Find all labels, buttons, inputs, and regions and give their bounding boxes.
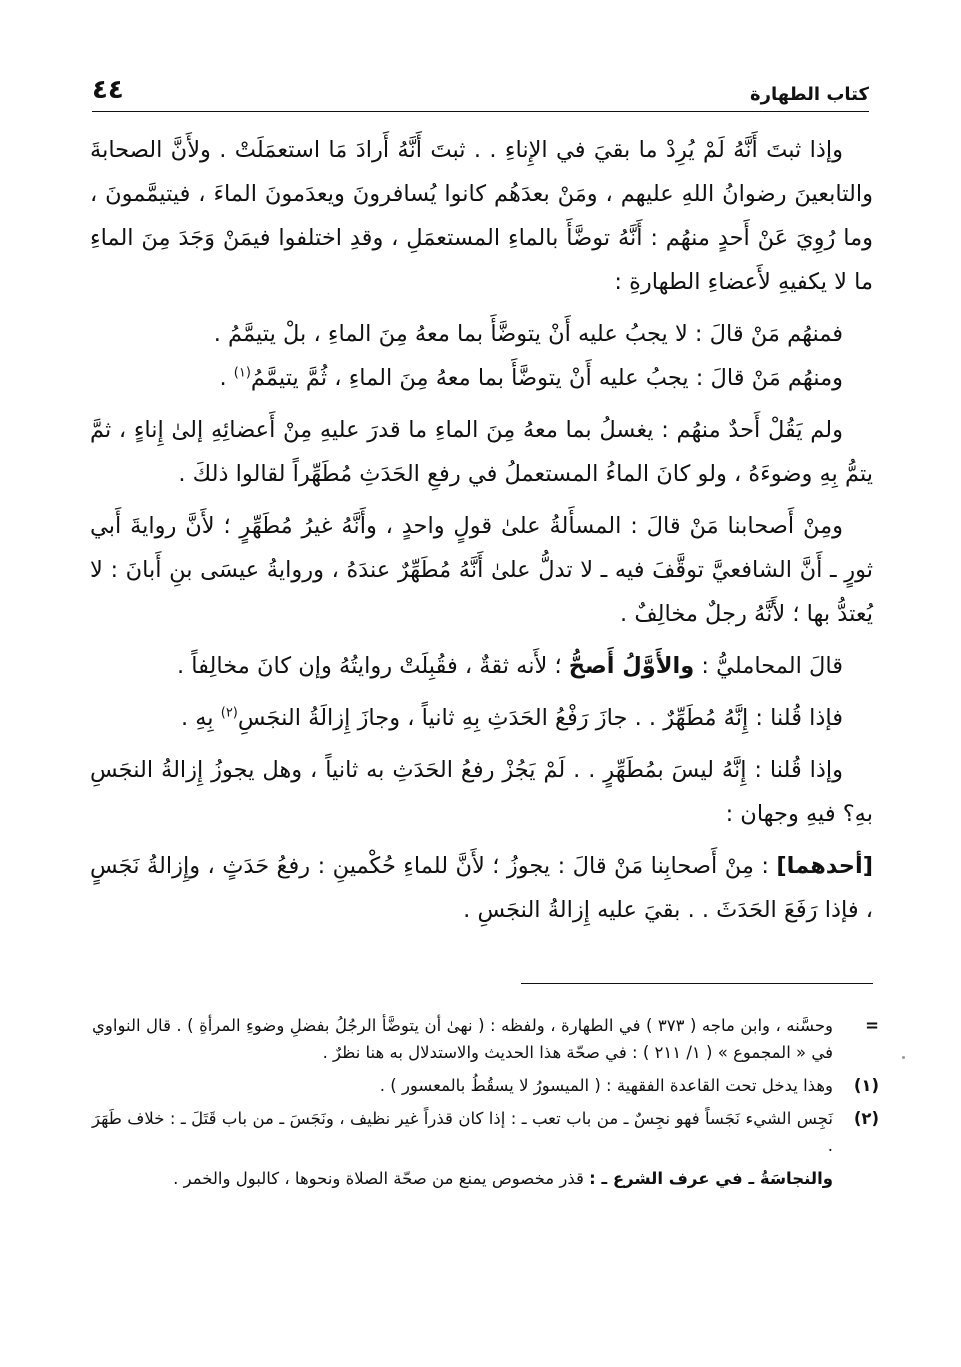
running-title: كتاب الطهارة <box>749 84 869 105</box>
paragraph-7-end: بِهِ . <box>180 705 221 731</box>
footnote-1-text: وهذا يدخل تحت القاعدة الفقهية : ( الميسورُ لا يسقُطُ بالمعسور ) . <box>379 1076 833 1095</box>
paragraph-7-text: فإذا قُلنا : إِنَّهُ مُطَهِّرٌ . . جازَ رَفْعُ الحَدَثِ بِهِ ثانياً ، وجازَ إِزالَةُ النجَسِ <box>237 705 843 731</box>
paragraph-6-lead: قالَ المحامليُّ : <box>694 653 843 679</box>
paragraph-3-end: . <box>219 365 234 391</box>
paragraph-9-text: : مِنْ أَصحابِنا مَنْ قالَ : يجوزُ ؛ لأَنَّ للماءِ حُكْمينِ : رفعُ حَدَثٍ ، وإِزالةُ نَجَسٍ ، فإذا رَفَعَ الحَدَثَ . . بقيَ عليه إِزالةُ النجَسِ . <box>90 853 873 923</box>
footnote-2-mark: (٢) <box>853 1109 879 1128</box>
footnote-separator <box>521 983 873 984</box>
footnote-continued-mark: = <box>865 1016 879 1035</box>
main-text <box>90 128 873 940</box>
footnote-continued <box>92 1012 879 1066</box>
paragraph-9-bold: [أحدهما] <box>776 853 873 879</box>
footnote-2-text: نَجِس الشيء نَجَساً فهو نجِسٌ ـ من باب تعب ـ : إذا كان قذراً غير نظيف ، ونَجَسَ ـ من باب قَتَلَ ـ : خلاف طَهَرَ . <box>92 1109 833 1155</box>
footnote-continued-text: وحسَّنه ، وابن ماجه ( ٣٧٣ ) في الطهارة ، ولفظه : ( نهىٰ أن يتوضَّأ الرجُلُ بفضلِ وضوءِ المرأةِ ) . قال النواوي في « المجموع » ( ١/ ٢١١ ) : في صحّة هذا الحديث والاستدلال به هنا نظرٌ . <box>92 1016 833 1062</box>
paragraph-3 <box>90 356 873 400</box>
footnote-2-continuation <box>92 1165 879 1192</box>
footnote-2 <box>92 1105 879 1159</box>
page-number: ٤٤ <box>92 75 124 105</box>
paragraph-6-rest: ؛ لأَنه ثقةٌ ، فقُبِلَتْ روايتُهُ وإن كانَ مخالِفاً . <box>177 653 569 679</box>
paragraph-1: وإذا ثبتَ أَنَّهُ لَمْ يُرِدْ ما بقيَ في الإِناءِ . . ثبتَ أَنَّهُ أَرادَ مَا استعمَلَتْ . ولأَنَّ الصحابةَ والتابعينَ رضوانُ اللهِ عليهم ، ومَنْ بعدَهُم كانوا يُسافرونَ ويعدَمونَ الماءَ ، فيتيمَّمونَ ، وما رُوِيَ عَنْ أَحدٍ منهُم : أَنَّهُ توضَّأَ بالماءِ المستعمَلِ ، وقدِ اختلفوا فيمَنْ وَجَدَ مِنَ الماءِ ما لا يكفيهِ لأَعضاءِ الطهارةِ : <box>90 137 873 295</box>
paragraph-2: فمنهُم مَنْ قالَ : لا يجبُ عليه أَنْ يتوضَّأَ بما معهُ مِنَ الماءِ ، بلْ يتيمَّمُ . <box>213 321 843 347</box>
paragraph-4: ولم يَقُلْ أَحدٌ منهُم : يغسلُ بما معهُ مِنَ الماءِ ما قدرَ عليهِ مِنْ أَعضائِهِ إلىٰ إِناءٍ ، ثمَّ يتمُّ بِهِ وضوءَهُ ، ولو كانَ الماءُ المستعملُ في رفعِ الحَدَثِ مُطَهِّراً لقالوا ذلكَ . <box>90 417 873 487</box>
page-header <box>92 72 869 112</box>
paragraph-7 <box>90 696 873 740</box>
footnote-ref-1: (١) <box>233 365 251 381</box>
paragraph-6 <box>90 644 873 688</box>
footnote-1 <box>92 1072 879 1099</box>
scan-speck <box>902 1056 905 1059</box>
footnote-2-continuation-lead: والنجاسَةُ ـ في عرف الشرع ـ : <box>589 1169 833 1188</box>
footnote-2-continuation-text: قذر مخصوص يمنع من صحّة الصلاة ونحوها ، كالبول والخمر . <box>173 1169 590 1188</box>
footnote-1-mark: (١) <box>853 1076 879 1095</box>
paragraph-6-bold: والأَوَّلُ أَصحُّ <box>568 653 695 679</box>
footnotes <box>92 1012 879 1192</box>
paragraph-3-text: ومنهُم مَنْ قالَ : يجبُ عليه أَنْ يتوضَّأَ بما معهُ مِنَ الماءِ ، ثُمَّ يتيمَّمُ <box>250 365 843 391</box>
paragraph-5: ومِنْ أَصحابنا مَنْ قالَ : المسأَلةُ علىٰ قولٍ واحدٍ ، وأَنَّهُ غيرُ مُطَهِّرٍ ؛ لأَنَّ روايةَ أَبي ثورٍ ـ أَنَّ الشافعيَّ توقَّفَ فيه ـ لا تدلُّ علىٰ أَنَّهُ مُطَهِّرٌ عندَهُ ، وروايةُ عيسَى بنِ أَبانَ : لا يُعتدُّ بها ؛ لأَنَّهُ رجلٌ مخالِفٌ . <box>90 513 873 627</box>
paragraph-8: وإذا قُلنا : إِنَّهُ ليسَ بمُطَهِّرٍ . . لَمْ يَجُزْ رفعُ الحَدَثِ به ثانياً ، وهل يجوزُ إِزالةُ النجَسِ بهِ؟ فيهِ وجهان : <box>90 757 873 827</box>
paragraph-9 <box>90 844 873 932</box>
footnote-ref-2: (٢) <box>220 705 238 721</box>
